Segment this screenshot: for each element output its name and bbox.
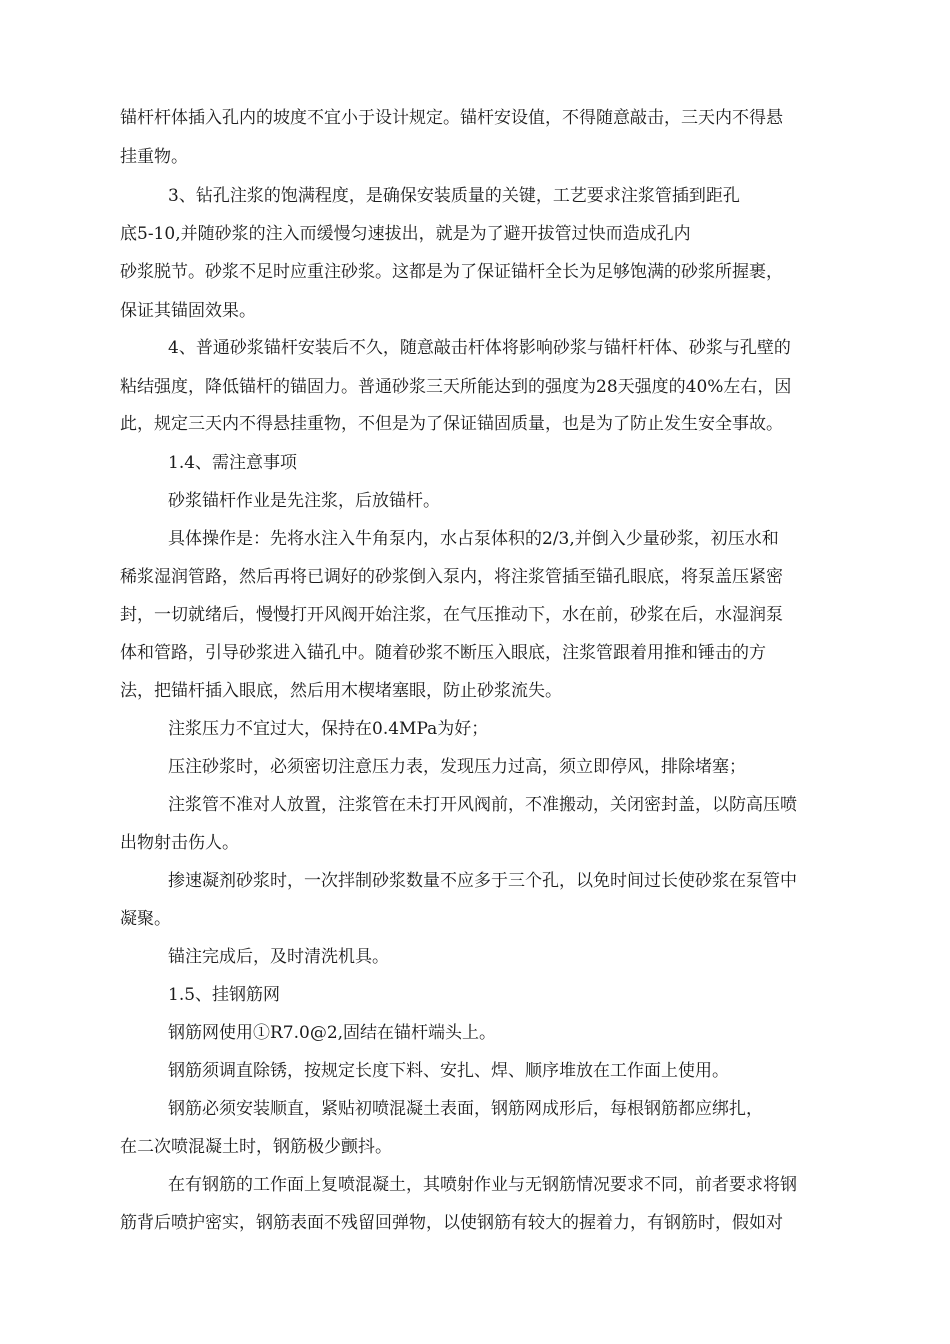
text-line: 体和管路，引导砂浆进入锚孔中。随着砂浆不断压入眼底，注浆管跟着用推和锤击的方 <box>120 643 766 663</box>
section-heading: 1.4、需注意事项 <box>168 453 298 473</box>
text-line: 注浆管不准对人放置，注浆管在未打开风阀前，不准搬动，关闭密封盖，以防高压喷 <box>168 795 797 815</box>
text-line: 锚注完成后，及时清洗机具。 <box>168 947 389 967</box>
text-line: 注浆压力不宜过大，保持在0.4MPa为好； <box>168 719 489 739</box>
text-line: 砂浆脱节。砂浆不足时应重注砂浆。这都是为了保证锚杆全长为足够饱满的砂浆所握裹， <box>120 262 783 282</box>
text-line: 在有钢筋的工作面上复喷混凝土，其喷射作业与无钢筋情况要求不同，前者要求将钢 <box>168 1175 797 1195</box>
text-line: 在二次喷混凝土时，钢筋极少颤抖。 <box>120 1137 392 1157</box>
text-line: 粘结强度，降低锚杆的锚固力。普通砂浆三天所能达到的强度为28天强度的40%左右，因 <box>120 377 792 397</box>
text-line: 锚杆杆体插入孔内的坡度不宜小于设计规定。锚杆安设值，不得随意敲击，三天内不得悬 <box>120 108 783 128</box>
text-line: 4、普通砂浆锚杆安装后不久，随意敲击杆体将影响砂浆与锚杆杆体、砂浆与孔壁的 <box>168 338 791 358</box>
text-line: 筋背后喷护密实，钢筋表面不残留回弹物，以使钢筋有较大的握着力，有钢筋时，假如对 <box>120 1213 783 1233</box>
section-heading: 1.5、挂钢筋网 <box>168 985 281 1005</box>
text-line: 具体操作是：先将水注入牛角泵内，水占泵体积的2/3,并倒入少量砂浆，初压水和 <box>168 529 779 549</box>
text-line: 砂浆锚杆作业是先注浆，后放锚杆。 <box>168 491 440 511</box>
text-line: 封，一切就绪后，慢慢打开风阀开始注浆，在气压推动下，水在前，砂浆在后，水湿润泵 <box>120 605 783 625</box>
text-line: 挂重物。 <box>120 147 188 167</box>
text-line: 钢筋网使用①R7.0@2,固结在锚杆端头上。 <box>168 1023 497 1043</box>
text-line: 钢筋必须安装顺直，紧贴初喷混凝土表面，钢筋网成形后，每根钢筋都应绑扎， <box>168 1099 763 1119</box>
text-line: 钢筋须调直除锈，按规定长度下料、安扎、焊、顺序堆放在工作面上使用。 <box>168 1061 729 1081</box>
text-line: 此，规定三天内不得悬挂重物，不但是为了保证锚固质量，也是为了防止发生安全事故。 <box>120 414 783 434</box>
text-line: 底5-10,并随砂浆的注入而缓慢匀速拔出，就是为了避开拔管过快而造成孔内 <box>120 224 691 244</box>
text-line: 稀浆湿润管路，然后再将已调好的砂浆倒入泵内，将注浆管插至锚孔眼底，将泵盖压紧密 <box>120 567 783 587</box>
text-line: 3、钻孔注浆的饱满程度，是确保安装质量的关键，工艺要求注浆管插到距孔 <box>168 186 740 206</box>
text-line: 法，把锚杆插入眼底，然后用木楔堵塞眼，防止砂浆流失。 <box>120 681 562 701</box>
text-line: 压注砂浆时，必须密切注意压力表，发现压力过高，须立即停风，排除堵塞； <box>168 757 746 777</box>
text-line: 凝聚。 <box>120 909 171 929</box>
text-line: 掺速凝剂砂浆时，一次拌制砂浆数量不应多于三个孔，以免时间过长使砂浆在泵管中 <box>168 871 797 891</box>
text-line: 保证其锚固效果。 <box>120 301 256 321</box>
text-line: 出物射击伤人。 <box>120 833 239 853</box>
